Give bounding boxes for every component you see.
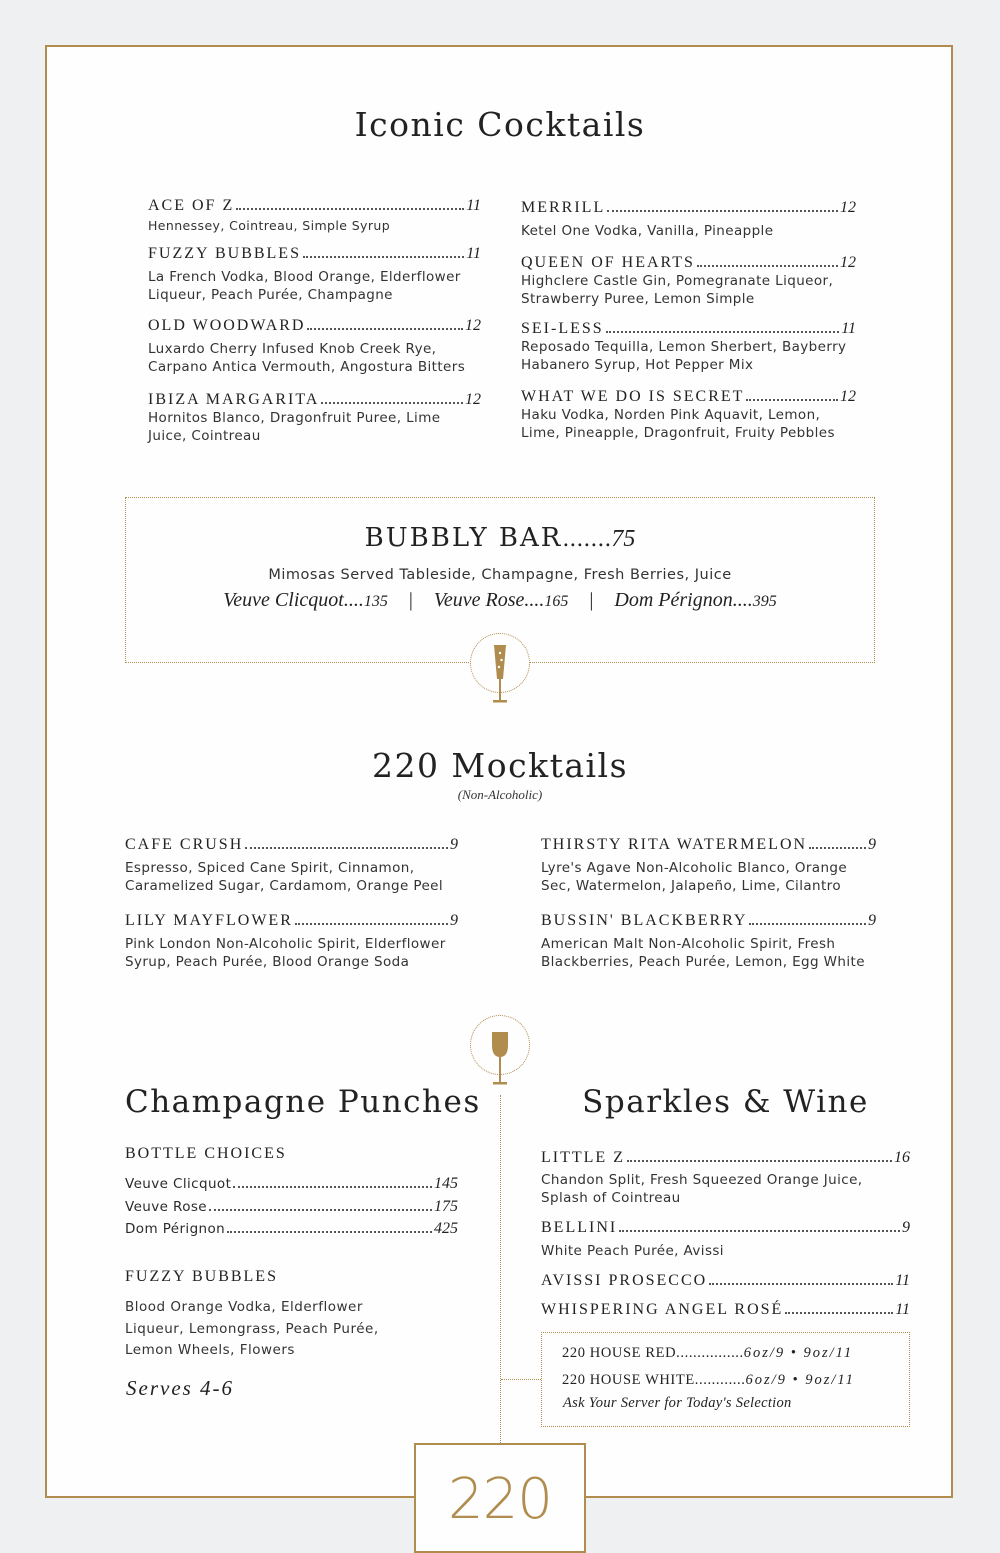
item-name: THIRSTY RITA WATERMELON — [541, 836, 808, 853]
wine-glass-icon — [470, 1015, 530, 1093]
logo-badge — [414, 1443, 586, 1553]
item-name: BUSSIN' BLACKBERRY — [541, 912, 748, 929]
fuzzy-bubbles-description: Blood Orange Vodka, Elderflower Liqueur, Lemongrass, Peach Purée, Lemon Wheels, Flowers — [125, 1299, 379, 1358]
item-name: WHAT WE DO IS SECRET — [521, 388, 745, 405]
menu-item — [521, 388, 856, 442]
house-wine-note: Ask Your Server for Today's Selection — [563, 1395, 792, 1411]
item-price: 11 — [895, 1272, 910, 1289]
item-name: MERRILL — [521, 199, 606, 216]
item-price: 9 — [450, 912, 458, 929]
menu-item — [148, 197, 481, 235]
item-name: LILY MAYFLOWER — [125, 912, 293, 929]
item-price: 12 — [465, 391, 481, 408]
mocktails-subtitle: (Non-Alcoholic) — [457, 787, 543, 802]
item-price: 12 — [840, 199, 856, 216]
item-name: BELLINI — [541, 1219, 618, 1236]
logo: 220 — [448, 1467, 552, 1532]
item-description: Reposado Tequilla, Lemon Sherbert, Bayberry Habanero Syrup, Hot Pepper Mix — [521, 339, 847, 373]
bottle-choices-heading: BOTTLE CHOICES — [125, 1145, 287, 1162]
menu-item — [541, 1219, 910, 1261]
item-price: 11 — [466, 245, 481, 262]
menu-item — [521, 199, 856, 241]
item-description: Haku Vodka, Norden Pink Aquavit, Lemon, Lime, Pineapple, Dragonfruit, Fruity Pebbles — [521, 407, 835, 441]
item-price: 11 — [895, 1301, 910, 1318]
item-price: 9 — [868, 912, 876, 929]
menu-item — [541, 1149, 910, 1207]
serves-note: Serves 4-6 — [126, 1376, 235, 1400]
item-name: AVISSI PROSECCO — [541, 1272, 708, 1289]
sparkles-wine-title: Sparkles & Wine — [582, 1084, 869, 1120]
champagne-flute-icon — [470, 633, 530, 709]
fuzzy-bubbles-heading: FUZZY BUBBLES — [125, 1268, 278, 1285]
bubbly-option: Dom Pérignon....395 — [614, 589, 777, 611]
item-price: 11 — [841, 320, 856, 337]
house-connector — [501, 1379, 541, 1380]
menu-item — [521, 320, 856, 374]
menu-item — [541, 1272, 910, 1290]
menu-item — [148, 245, 481, 304]
item-price: 12 — [840, 388, 856, 405]
bubbly-option: Veuve Clicquot....135 — [223, 589, 388, 611]
menu-item — [125, 836, 458, 895]
menu-item — [541, 836, 876, 895]
item-description: Lyre's Agave Non-Alcoholic Blanco, Orange Sec, Watermelon, Jalapeño, Lime, Cilantro — [541, 860, 848, 894]
iconic-cocktails-title: Iconic Cocktails — [354, 105, 646, 144]
bottle-row: Dom Pérignon 425 — [125, 1220, 458, 1237]
item-price: 9 — [868, 836, 876, 853]
item-price: 9 — [902, 1219, 910, 1236]
house-wine-row: 220 HOUSE RED................6oz/9 • 9oz/11 — [562, 1345, 854, 1361]
bottle-row: Veuve Clicquot 145 — [125, 1175, 458, 1192]
champagne-flute-icon-circle — [470, 633, 530, 693]
item-name: CAFE CRUSH — [125, 836, 244, 853]
bubbly-bar-description: Mimosas Served Tableside, Champagne, Fresh Berries, Juice — [268, 567, 732, 583]
item-name: FUZZY BUBBLES — [148, 245, 301, 262]
menu-item — [541, 912, 876, 971]
item-price: 16 — [894, 1149, 910, 1166]
item-price: 11 — [466, 197, 481, 214]
item-description: Hennessey, Cointreau, Simple Syrup — [148, 218, 391, 233]
column-divider — [500, 1095, 501, 1443]
item-name: WHISPERING ANGEL ROSÉ — [541, 1301, 784, 1318]
item-description: La French Vodka, Blood Orange, Elderflower Liqueur, Peach Purée, Champagne — [148, 269, 461, 303]
item-name: ACE OF Z — [148, 197, 235, 214]
item-price: 12 — [465, 317, 481, 334]
item-description: Luxardo Cherry Infused Knob Creek Rye, Carpano Antica Vermouth, Angostura Bitters — [148, 341, 466, 375]
bubbly-option: Veuve Rose....165 — [433, 589, 569, 611]
item-description: Ketel One Vodka, Vanilla, Pineapple — [521, 223, 774, 239]
bottle-row: Veuve Rose 175 — [125, 1198, 458, 1215]
item-name: OLD WOODWARD — [148, 317, 306, 334]
item-description: Chandon Split, Fresh Squeezed Orange Juice, Splash of Cointreau — [541, 1172, 863, 1206]
item-description: American Malt Non-Alcoholic Spirit, Fresh Blackberries, Peach Purée, Lemon, Egg White — [541, 936, 865, 970]
menu-item — [541, 1301, 910, 1319]
item-price: 12 — [840, 254, 856, 271]
item-name: QUEEN OF HEARTS — [521, 254, 695, 271]
mocktails-title: 220 Mocktails — [371, 746, 629, 785]
house-wine-row: 220 HOUSE WHITE............6oz/9 • 9oz/11 — [562, 1372, 855, 1388]
menu-item — [521, 254, 856, 308]
item-price: 9 — [450, 836, 458, 853]
menu-item — [125, 912, 458, 971]
item-description: Highclere Castle Gin, Pomegranate Liqueor, Strawberry Puree, Lemon Simple — [521, 273, 834, 307]
item-name: LITTLE Z — [541, 1149, 625, 1166]
bubbly-bar-title: BUBBLY BAR.......75 — [364, 523, 636, 553]
item-name: IBIZA MARGARITA — [148, 391, 320, 408]
champagne-punches-title: Champagne Punches — [125, 1084, 481, 1120]
wine-glass-icon-circle — [470, 1015, 530, 1075]
menu-item — [148, 317, 481, 376]
item-description: Espresso, Spiced Cane Spirit, Cinnamon, Caramelized Sugar, Cardamom, Orange Peel — [125, 860, 444, 894]
bubbly-bar-options: Veuve Clicquot....135 | Veuve Rose....165 | Dom Pérignon....395 — [223, 589, 777, 611]
item-name: SEI-LESS — [521, 320, 604, 337]
menu-item — [148, 391, 481, 445]
item-description: Pink London Non-Alcoholic Spirit, Elderflower Syrup, Peach Purée, Blood Orange Soda — [125, 936, 446, 970]
item-description: White Peach Purée, Avissi — [541, 1243, 724, 1259]
item-description: Hornitos Blanco, Dragonfruit Puree, Lime Juice, Cointreau — [148, 410, 441, 444]
